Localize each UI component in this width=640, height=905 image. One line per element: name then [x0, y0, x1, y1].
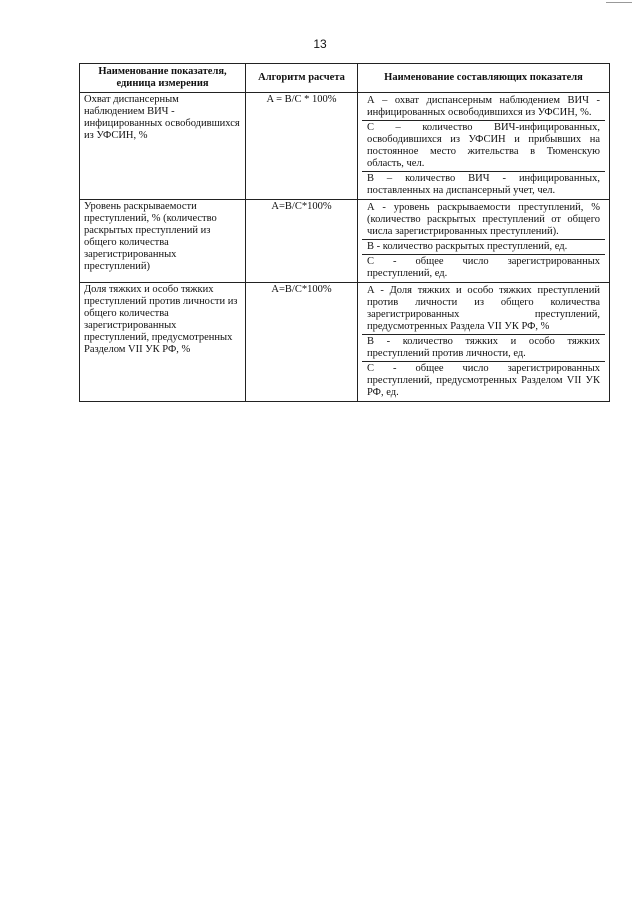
page-number: 13: [313, 37, 327, 51]
header-algorithm: Алгоритм расчета: [246, 64, 358, 93]
component-item: А – охват диспансерным наблюдением ВИЧ - инфицированных освободившихся из УФСИН, %.: [362, 94, 605, 121]
component-item: С – количество ВИЧ-инфицированных, освободившихся из УФСИН и прибывших на постоянное место жительства в Тюменскую область, чел.: [362, 121, 605, 172]
table-header-row: [80, 64, 610, 93]
component-item: С - общее число зарегистрированных преступлений, ед.: [367, 256, 600, 279]
component-item: А - Доля тяжких и особо тяжких преступлений против личности из общего количества зарегистрированных преступлений, предусмотренных Раздела VII УК РФ, %: [362, 284, 605, 335]
indicators-table: [79, 63, 610, 402]
components-cell: [358, 93, 610, 200]
component-item: В – количество ВИЧ - инфицированных, поставленных на диспансерный учет, чел.: [367, 173, 600, 196]
component-item: В - количество раскрытых преступлений, ед.: [362, 240, 605, 255]
algorithm-formula: A=B/C*100%: [246, 283, 358, 402]
indicator-name: Охват диспансерным наблюдением ВИЧ - инфицированных освободившихся из УФСИН, %: [80, 93, 246, 200]
components-cell: [358, 283, 610, 402]
table-row: [80, 93, 610, 200]
header-indicator-name: Наименование показателя, единица измерения: [80, 64, 246, 93]
components-cell: [358, 200, 610, 283]
table-row: [80, 200, 610, 283]
indicator-name: Доля тяжких и особо тяжких преступлений против личности из общего количества зарегистрированных преступлений, предусмотренных Разделом VII УК РФ, %: [80, 283, 246, 402]
indicator-name: Уровень раскрываемости преступлений, % (количество раскрытых преступлений из общего количества зарегистрированных преступлений): [80, 200, 246, 283]
component-item: С - общее число зарегистрированных преступлений, предусмотренных Разделом VII УК РФ, ед.: [367, 363, 600, 398]
table-row: [80, 283, 610, 402]
component-item: В - количество тяжких и особо тяжких преступлений против личности, ед.: [362, 335, 605, 362]
component-item: А - уровень раскрываемости преступлений, % (количество раскрытых преступлений от общего числа зарегистрированных преступлений).: [362, 201, 605, 240]
header-components: Наименование составляющих показателя: [358, 64, 610, 93]
page-corner-mark: [606, 2, 632, 3]
algorithm-formula: A = B/C * 100%: [246, 93, 358, 200]
algorithm-formula: A=B/C*100%: [246, 200, 358, 283]
